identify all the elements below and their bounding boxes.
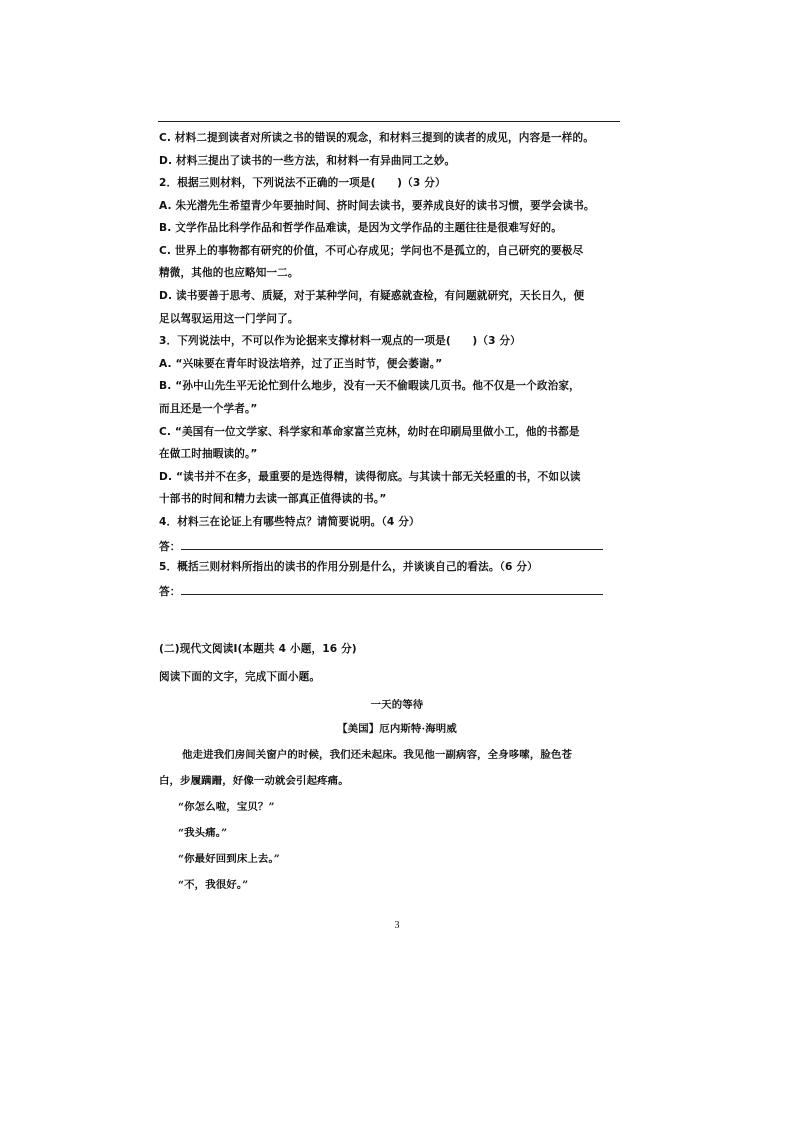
story-dialogue-1: “你怎么啦，宝贝？”: [178, 801, 275, 813]
question-3-option-c-line1: C. “美国有一位文学家、科学家和革命家富兰克林，幼时在印刷局里做小工，他的书都是: [159, 426, 580, 438]
reading-instruction: 阅读下面的文字，完成下面小题。: [159, 671, 321, 683]
question-2-option-b: B. 文学作品比科学作品和哲学作品难读，是因为文学作品的主题往往是很难写好的。: [159, 222, 563, 234]
question-3-option-d-line2: 十部书的时间和精力去读一部真正值得读的书。”: [159, 493, 387, 505]
question-3-option-a: A. “兴味要在青年时设法培养，过了正当时节，便会萎谢。”: [159, 358, 443, 370]
section-heading: (二)现代文阅读Ⅰ(本题共 4 小题，16 分): [159, 643, 357, 655]
story-dialogue-2: “我头痛。”: [178, 827, 228, 839]
answer-blank-2[interactable]: [181, 583, 603, 595]
answer-line-2: [159, 583, 629, 599]
question-4: 4．材料三在论证上有哪些特点？请简要说明。（4 分）: [159, 516, 420, 528]
question-3-option-b-line1: B. “孙中山先生平无论忙到什么地步，没有一天不偷暇读几页书。他不仅是一个政治家，: [159, 380, 580, 392]
answer-label: 答：: [159, 541, 181, 553]
header-rule: [158, 121, 620, 122]
story-dialogue-4: “不，我很好。”: [178, 879, 249, 891]
option-d: D. 材料三提出了读书的一些方法，和材料一有异曲同工之妙。: [159, 155, 456, 167]
story-title: 一天的等待: [370, 699, 424, 711]
question-2-option-c-line2: 精微，其他的也应略知一二。: [159, 267, 299, 279]
question-3-option-c-line2: 在做工时抽暇读的。”: [159, 448, 258, 460]
story-author: 【美国】厄内斯特·海明威: [337, 723, 457, 735]
page-number: 3: [394, 920, 400, 931]
question-2: 2．根据三则材料，下列说法不正确的一项是( )（3 分）: [159, 177, 446, 189]
option-c: C. 材料二提到读者对所读之书的错误的观念，和材料三提到的读者的成见，内容是一样的。: [159, 132, 594, 144]
story-dialogue-3: “你最好回到床上去。”: [178, 853, 280, 865]
answer-label: 答：: [159, 586, 181, 598]
question-3-option-d-line1: D. “读书并不在多，最重要的是选得精，读得彻底。与其读十部无关轻重的书，不如以读: [159, 471, 581, 483]
question-3-option-b-line2: 而且还是一个学者。”: [159, 403, 258, 415]
question-2-option-a: A. 朱光潜先生希望青少年要抽时间、挤时间去读书，要养成良好的读书习惯，要学会读书。: [159, 200, 595, 212]
question-3: 3．下列说法中，不可以作为论据来支撑材料一观点的一项是( )（3 分）: [159, 335, 521, 347]
story-paragraph-line2: 白，步履蹒跚，好像一动就会引起疼痛。: [159, 775, 349, 787]
answer-blank-1[interactable]: [181, 538, 603, 550]
answer-line-1: [159, 538, 629, 554]
question-2-option-c-line1: C. 世界上的事物都有研究的价值，不可心存成见；学问也不是孤立的，自己研究的要极尽: [159, 245, 584, 257]
question-2-option-d-line2: 足以驾驭运用这一门学问了。: [159, 313, 299, 325]
question-2-option-d-line1: D. 读书要善于思考、质疑，对于某种学问，有疑惑就查检，有问题就研究，天长日久，便: [159, 290, 585, 302]
story-paragraph-line1: 他走进我们房间关窗户的时候，我们还未起床。我见他一副病容，全身哆嗦，脸色苍: [182, 749, 572, 761]
question-5: 5．概括三则材料所指出的读书的作用分别是什么，并谈谈自己的看法。（6 分）: [159, 561, 538, 573]
